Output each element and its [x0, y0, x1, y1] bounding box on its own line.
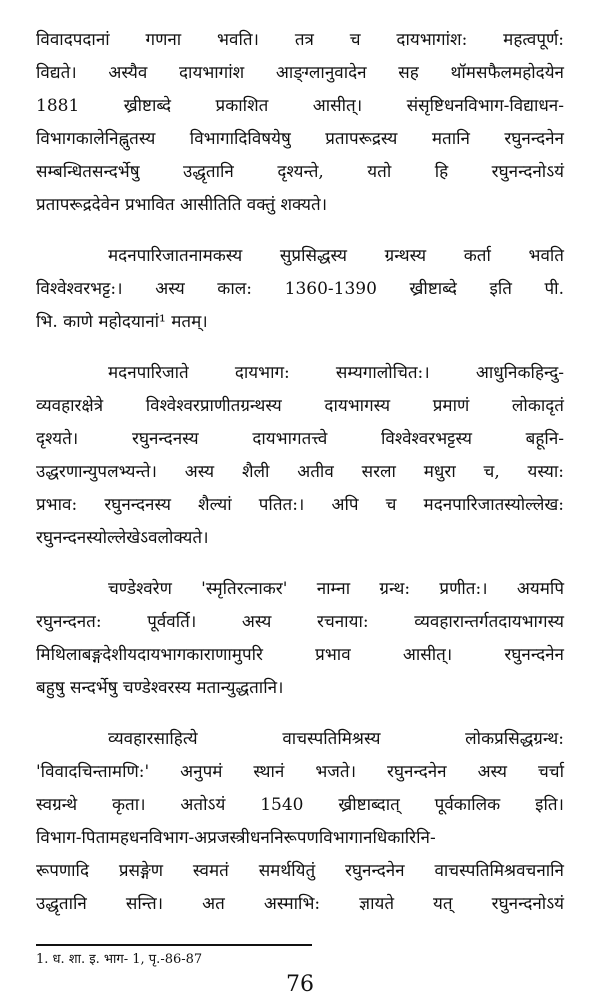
footnote: 1. ध. शा. इ. भाग- 1, पृ.-86-87	[36, 952, 203, 967]
text-line: उद्धरणान्युपलभ्यन्ते। अस्य शैली अतीव सरला मधुरा च, यस्या:	[36, 462, 564, 482]
page-number: 76	[286, 972, 314, 997]
text-line: विश्वेश्वरभट्ट:। अस्य काल: 1360-1390 ख्रीष्टाब्दे इति पी.	[36, 279, 564, 299]
text-line: मदनपारिजाते दायभाग: सम्यगालोचित:। आधुनिकहिन्दु-	[108, 363, 564, 383]
text-line: भि. काणे महोदयानां¹ मतम्।	[36, 312, 208, 332]
text-line: मदनपारिजातनामकस्य सुप्रसिद्धस्य ग्रन्थस्य कर्ता भवति	[108, 246, 564, 266]
text-line: विभागकालेनिह्नुतस्य विभागादिविषयेषु प्रतापरूद्रस्य मतानि रघुनन्दनेन	[36, 129, 564, 149]
text-line: बहुषु सन्दर्भेषु चण्डेश्वरस्य मतान्युद्धतानि।	[36, 678, 284, 698]
text-line: प्रभाव: रघुनन्दनस्य शैल्यां पतित:। अपि च मदनपारिजातस्योल्लेख:	[36, 495, 564, 515]
text-line: रघुनन्दनस्योल्लेखेऽवलोक्यते।	[36, 528, 209, 548]
text-line: विभाग-पितामहधनविभाग-अप्रजस्त्रीधननिरूपणविभागानधिकारिनि-	[36, 828, 436, 848]
text-line: रूपणादि प्रसङ्गेण स्वमतं समर्थयितुं रघुनन्दनेन वाचस्पतिमिश्रवचनानि	[36, 861, 564, 881]
paragraph-5	[36, 723, 564, 921]
text-line: मिथिलाबङ्गदेशीयदायभागकाराणामुपरि प्रभाव आसीत्। रघुनन्दनेन	[36, 645, 564, 665]
text-line: दृश्यते। रघुनन्दनस्य दायभागतत्त्वे विश्वेश्वरभट्टस्य बहूनि-	[36, 429, 564, 449]
page-body	[36, 24, 564, 939]
text-line: व्यवहारसाहित्ये वाचस्पतिमिश्रस्य लोकप्रसिद्धग्रन्थ:	[108, 729, 564, 749]
paragraph-3	[36, 357, 564, 555]
text-line: चण्डेश्वरेण 'स्मृतिरत्नाकर' नाम्ना ग्रन्थ: प्रणीत:। अयमपि	[108, 579, 564, 599]
text-line: व्यवहारक्षेत्रे विश्वेश्वरप्राणीतग्रन्थस्य दायभागस्य प्रमाणं लोकादृतं	[36, 396, 564, 416]
text-line: विद्यते। अस्यैव दायभागांश आङ्ग्लानुवादेन सह थॉमसफैलमहोदयेन	[36, 63, 564, 83]
paragraph-2	[36, 240, 564, 339]
text-line: उद्धृतानि सन्ति। अत अस्माभि: ज्ञायते यत् रघुनन्दनोऽयं	[36, 894, 564, 914]
text-line: स्वग्रन्थे कृता। अतोऽयं 1540 ख्रीष्टाब्दात् पूर्वकालिक इति।	[36, 795, 564, 815]
text-line: प्रतापरूद्रदेवेन प्रभावित आसीतिति वक्तुं शक्यते।	[36, 195, 328, 215]
text-line: रघुनन्दनत: पूर्ववर्ति। अस्य रचनाया: व्यवहारान्तर्गतदायभागस्य	[36, 612, 564, 632]
footnote-divider	[36, 944, 312, 946]
text-line: 'विवादचिन्तामणि:' अनुपमं स्थानं भजते। रघुनन्दनेन अस्य चर्चा	[36, 762, 564, 782]
paragraph-1	[36, 24, 564, 222]
text-line: विवादपदानां गणना भवति। तत्र च दायभागांश: महत्वपूर्ण:	[36, 30, 564, 50]
text-line: सम्बन्धितसन्दर्भेषु उद्धृतानि दृश्यन्ते, यतो हि रघुनन्दनोऽयं	[36, 162, 564, 182]
paragraph-4	[36, 573, 564, 705]
text-line: 1881 ख्रीष्टाब्दे प्रकाशित आसीत्। संसृष्टिधनविभाग-विद्याधन-	[36, 96, 564, 116]
